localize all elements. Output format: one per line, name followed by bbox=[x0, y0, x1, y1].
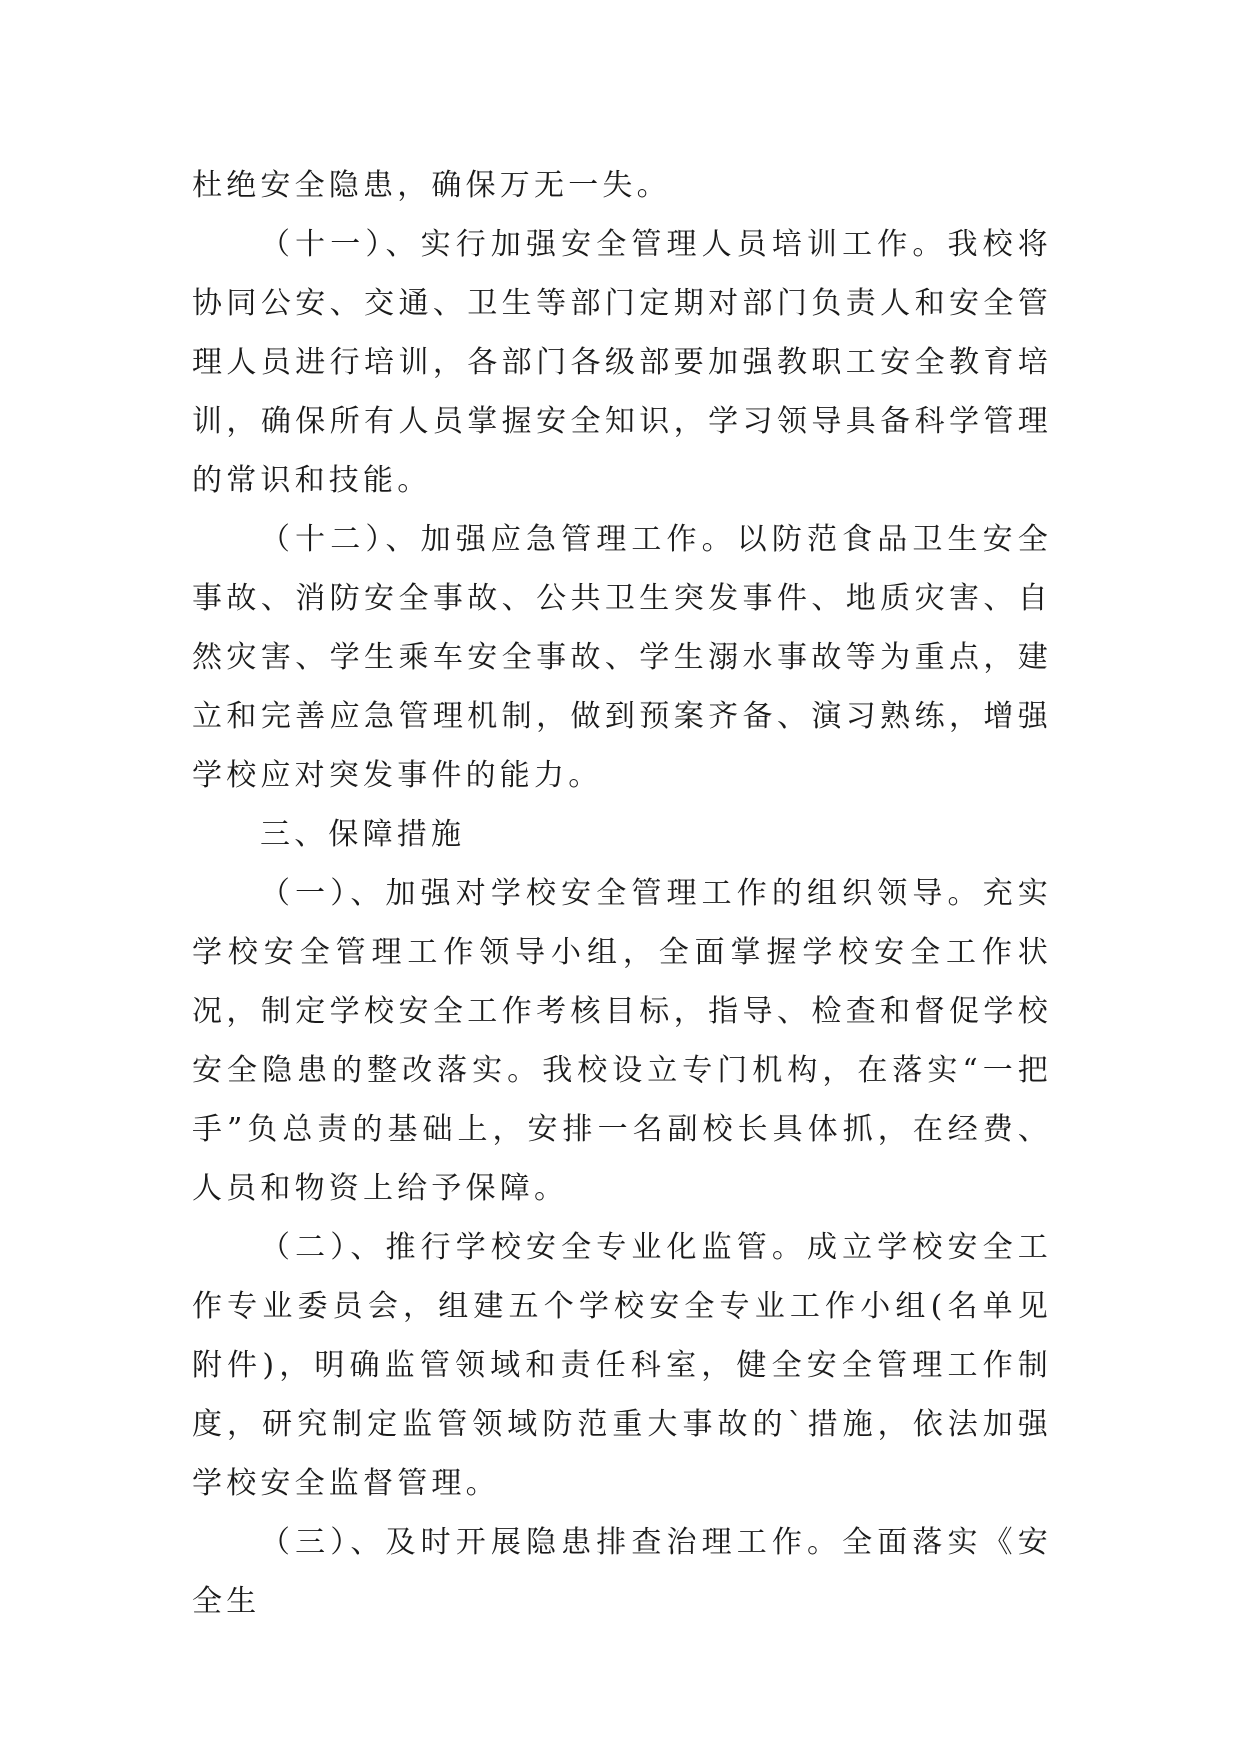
paragraph-item-2-supervision: （二）、推行学校安全专业化监管。成立学校安全工作专业委员会，组建五个学校安全专业工作小组(名单见附件)，明确监管领域和责任科室，健全安全管理工作制度，研究制定监管领域防范重大事故的`措施，依法加强学校安全监督管理。 bbox=[192, 1230, 1052, 1501]
paragraph-item-11-training: （十一）、实行加强安全管理人员培训工作。我校将协同公安、交通、卫生等部门定期对部门负责人和安全管理人员进行培训，各部门各级部要加强教职工安全教育培训，确保所有人员掌握安全知识，学习领导具备科学管理的常识和技能。 bbox=[192, 227, 1052, 498]
paragraph-item-12-emergency: （十二）、加强应急管理工作。以防范食品卫生安全事故、消防安全事故、公共卫生突发事件、地质灾害、自然灾害、学生乘车安全事故、学生溺水事故等为重点，建立和完善应急管理机制，做到预案齐备、演习熟练，增强学校应对突发事件的能力。 bbox=[192, 522, 1052, 793]
section-heading-safeguards: 三、保障措施 bbox=[260, 817, 466, 852]
paragraph-item-3-hazards: （三）、及时开展隐患排查治理工作。全面落实《安全生 bbox=[192, 1525, 1052, 1619]
paragraph-continuation: 杜绝安全隐患，确保万无一失。 bbox=[192, 168, 671, 203]
paragraph-item-1-leadership: （一）、加强对学校安全管理工作的组织领导。充实学校安全管理工作领导小组，全面掌握学校安全工作状况，制定学校安全工作考核目标，指导、检查和督促学校安全隐患的整改落实。我校设立专门机构，在落实“一把手”负总责的基础上，安排一名副校长具体抓，在经费、人员和物资上给予保障。 bbox=[192, 876, 1052, 1206]
document-body bbox=[192, 156, 1052, 1631]
